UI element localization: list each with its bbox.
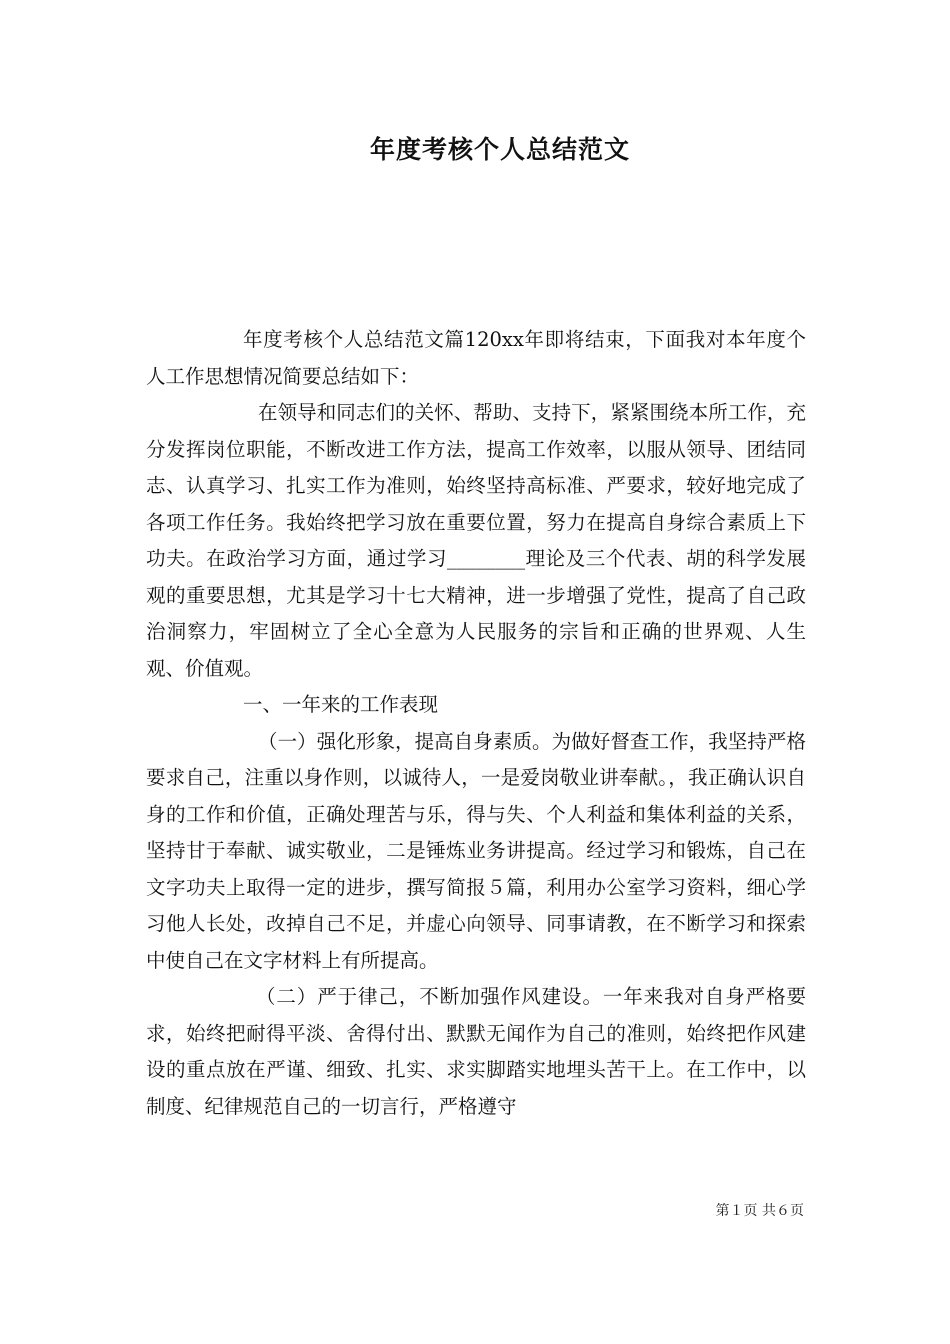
document-body: [146, 322, 806, 1125]
paragraph-intro: 年度考核个人总结范文篇120xx年即将结束，下面我对本年度个人工作思想情况简要总结如下：: [146, 328, 806, 388]
paragraph-subsection-1: （一）强化形象，提高自身素质。为做好督查工作，我坚持严格要求自己，注重以身作则，以诚待人，一是爱岗敬业讲奉献。，我正确认识自身的工作和价值，正确处理苦与乐，得与失、个人利益和集体利益的关系，坚持甘于奉献、诚实敬业，二是锤炼业务讲提高。经过学习和锻炼，自己在文字功夫上取得一定的进步，撰写简报５篇，利用办公室学习资料，细心学习他人长处，改掉自己不足，并虚心向领导、同事请教，在不断学习和探索中使自己在文字材料上有所提高。: [146, 729, 806, 972]
paragraph-subsection-2: （二）严于律己，不断加强作风建设。一年来我对自身严格要求，始终把耐得平淡、舍得付出、默默无闻作为自己的准则，始终把作风建设的重点放在严谨、细致、扎实、求实脚踏实地埋头苦干上。在工作中，以制度、纪律规范自己的一切言行，严格遵守: [146, 985, 806, 1118]
paragraph-study: 在领导和同志们的关怀、帮助、支持下，紧紧围绕本所工作，充分发挥岗位职能，不断改进工作方法，提高工作效率，以服从领导、团结同志、认真学习、扎实工作为准则，始终坚持高标准、严要求，较好地完成了各项工作任务。我始终把学习放在重要位置，努力在提高自身综合素质上下功夫。在政治学习方面，通过学习________理论及三个代表、胡的科学发展观的重要思想，尤其是学习十七大精神，进一步增强了党性，提高了自己政治洞察力，牢固树立了全心全意为人民服务的宗旨和正确的世界观、人生观、价值观。: [146, 401, 806, 680]
document-title-text: 年度考核个人总结范文: [369, 135, 630, 164]
section-heading: 一、一年来的工作表现: [243, 693, 439, 716]
document-title: [0, 131, 950, 169]
page-number: 第１页 共６页: [715, 1203, 804, 1219]
